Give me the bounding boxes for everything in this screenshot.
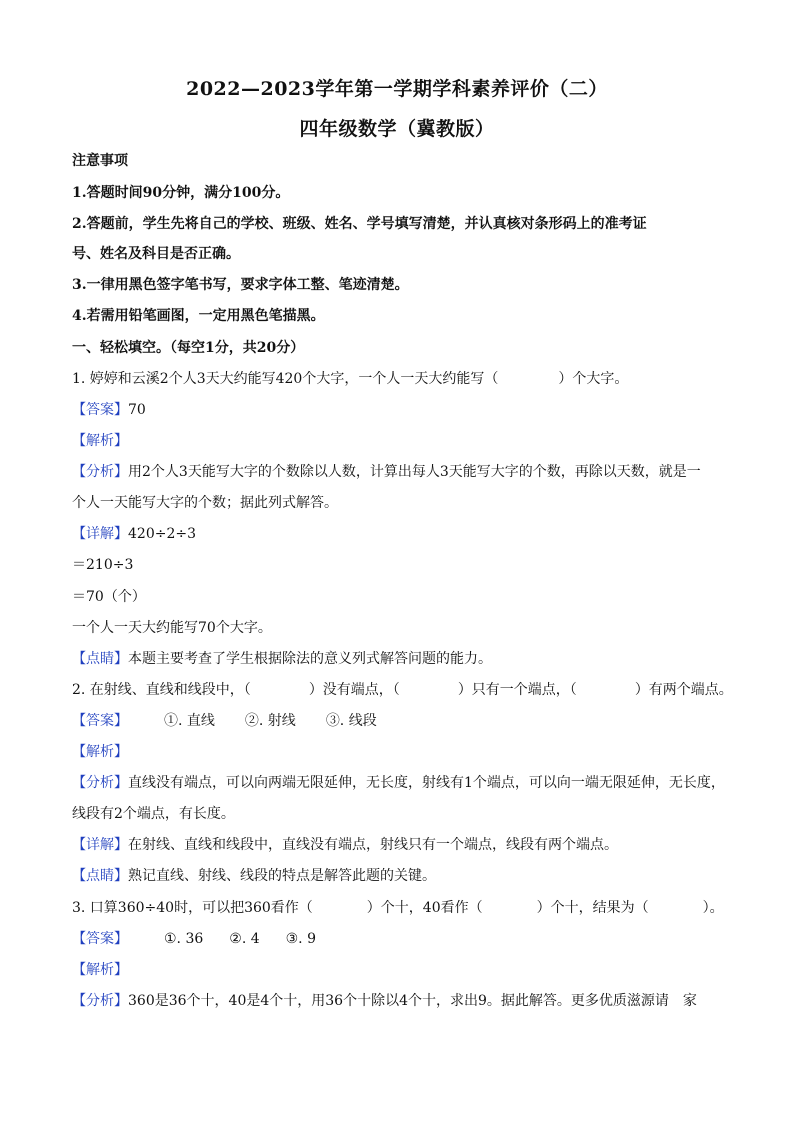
q2-detail-text: 在射线、直线和线段中，直线没有端点，射线只有一个端点，线段有两个端点。 (128, 837, 618, 853)
q1-dianjing (72, 649, 732, 669)
q3-answer-3: ③. 9 (285, 931, 316, 947)
q1-detail-conclusion: 一个人一天大约能写70个大字。 (72, 620, 272, 636)
note-item: 2.答题前，学生先将自己的学校、班级、姓名、学号填写清楚，并认真核对条形码上的准考证 (72, 216, 647, 232)
question-1 (72, 369, 732, 389)
note-item: 1.答题时间90分钟，满分100分。 (72, 185, 290, 201)
q2-dianjing-text: 熟记直线、射线、线段的特点是解答此题的关键。 (128, 868, 436, 884)
question-3-text-b: ）个十，40看作（ (366, 900, 483, 916)
q2-dianjing (72, 866, 732, 886)
question-2-text-b: ）没有端点，（ (308, 682, 400, 698)
notes-heading: 注意事项 (72, 153, 128, 169)
question-3-text-d: ）。 (702, 900, 724, 916)
q1-fenxi (72, 462, 732, 482)
question-1-text-a: 1. 婷婷和云溪2个人3天大约能写420个大字，一个人一天大约能写（ (72, 371, 499, 387)
analysis-label: 【解析】 (72, 433, 128, 449)
q1-fenxi-continued: 个人一天能写大字的个数；据此列式解答。 (72, 495, 338, 511)
question-2 (72, 680, 732, 700)
q2-answer-3: ③. 线段 (325, 713, 377, 729)
answer-label: 【答案】 (72, 713, 128, 729)
q1-dianjing-text: 本题主要考查了学生根据除法的意义列式解答问题的能力。 (128, 651, 492, 667)
dianjing-label: 【点睛】 (72, 868, 128, 884)
q1-detail-text: 420÷2÷3 (128, 526, 196, 542)
q1-detail-step: ＝70（个） (72, 589, 146, 605)
q2-answer-2: ②. 射线 (244, 713, 296, 729)
note-item: 3.一律用黑色签字笔书写，要求字体工整、笔迹清楚。 (72, 277, 409, 293)
answer-label: 【答案】 (72, 402, 128, 418)
analysis-label: 【解析】 (72, 744, 128, 760)
q1-detail (72, 524, 732, 544)
q2-answer (72, 711, 732, 731)
q3-fenxi (72, 991, 732, 1011)
note-item: 4.若需用铅笔画图，一定用黑色笔描黑。 (72, 308, 325, 324)
page-title: 2022—2023学年第一学期学科素养评价（二） (186, 78, 608, 100)
question-3-text-a: 3. 口算360÷40时，可以把360看作（ (72, 900, 313, 916)
question-2-text-d: ）有两个端点。 (634, 682, 733, 698)
question-3-text-c: ）个十，结果为（ (536, 900, 649, 916)
q2-detail (72, 835, 732, 855)
detail-label: 【详解】 (72, 526, 128, 542)
q3-answer-1: ①. 36 (164, 931, 204, 947)
page-subtitle: 四年级数学（冀教版） (299, 118, 495, 140)
q1-fenxi-text: 用2个人3天能写大字的个数除以人数，计算出每人3天能写大字的个数，再除以天数，就是一 (128, 464, 701, 480)
note-item: 号、姓名及科目是否正确。 (72, 246, 240, 262)
detail-label: 【详解】 (72, 837, 128, 853)
q2-fenxi-continued: 线段有2个端点，有长度。 (72, 806, 235, 822)
section-heading: 一、轻松填空。（每空1分，共20分） (72, 340, 305, 356)
question-3 (72, 898, 732, 918)
q2-fenxi-text: 直线没有端点，可以向两端无限延伸，无长度，射线有1个端点，可以向一端无限延伸，无长度， (128, 775, 725, 791)
answer-label: 【答案】 (72, 931, 128, 947)
analysis-label: 【解析】 (72, 962, 128, 978)
q3-fenxi-text: 360是36个十，40是4个十，用36个十除以4个十，求出9。据此解答。更多优质滋源请 家 (128, 993, 697, 1009)
question-1-text-b: ）个大字。 (558, 371, 629, 387)
fenxi-label: 【分析】 (72, 775, 128, 791)
q1-answer (72, 400, 732, 420)
dianjing-label: 【点睛】 (72, 651, 128, 667)
q3-answer-2: ②. 4 (229, 931, 260, 947)
question-2-text-c: ）只有一个端点，（ (457, 682, 577, 698)
q3-answer (72, 929, 732, 949)
q2-fenxi (72, 773, 732, 793)
question-2-text-a: 2. 在射线、直线和线段中，（ (72, 682, 251, 698)
fenxi-label: 【分析】 (72, 464, 128, 480)
fenxi-label: 【分析】 (72, 993, 128, 1009)
q2-answer-1: ①. 直线 (164, 713, 215, 729)
q1-detail-step: ＝210÷3 (72, 557, 134, 573)
q1-answer-value: 70 (128, 402, 146, 418)
